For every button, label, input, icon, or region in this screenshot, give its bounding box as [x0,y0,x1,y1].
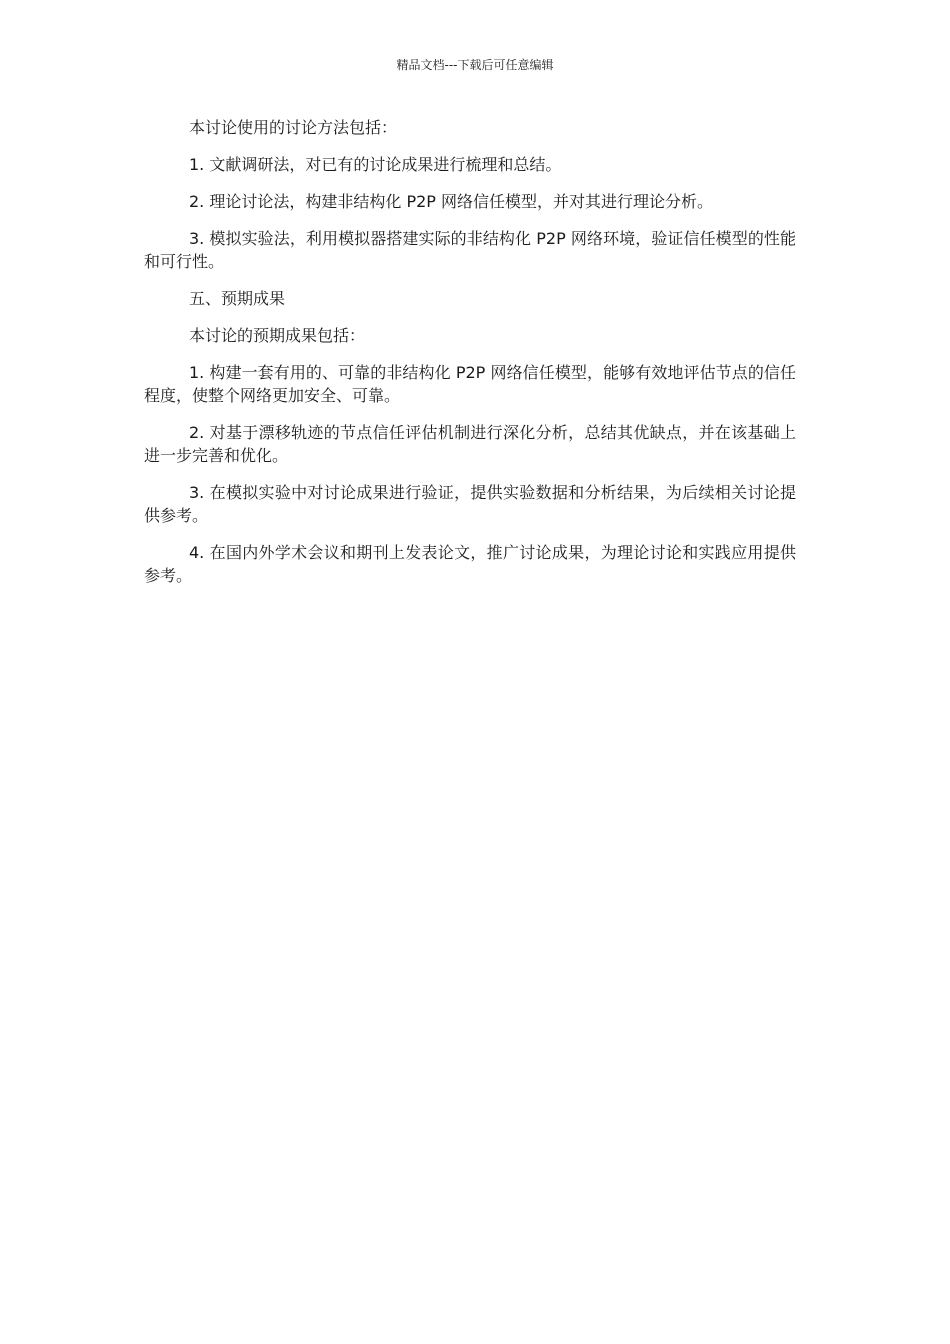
page-header: 精品文档---下载后可任意编辑 [396,58,554,72]
method-item-2: 2. 理论讨论法，构建非结构化 P2P 网络信任模型，并对其进行理论分析。 [189,192,714,211]
result-item-2: 2. 对基于漂移轨迹的节点信任评估机制进行深化分析，总结其优缺点，并在该基础上进一步完善和优化。 [144,423,796,465]
results-intro: 本讨论的预期成果包括： [189,326,366,345]
result-item-3: 3. 在模拟实验中对讨论成果进行验证，提供实验数据和分析结果，为后续相关讨论提供参考。 [144,483,796,525]
method-item-1: 1. 文献调研法，对已有的讨论成果进行梳理和总结。 [189,155,562,174]
method-item-3: 3. 模拟实验法，利用模拟器搭建实际的非结构化 P2P 网络环境，验证信任模型的性能和可行性。 [144,229,796,271]
result-item-1: 1. 构建一套有用的、可靠的非结构化 P2P 网络信任模型，能够有效地评估节点的信任程度，使整个网络更加安全、可靠。 [144,363,796,405]
result-item-4: 4. 在国内外学术会议和期刊上发表论文，推广讨论成果，为理论讨论和实践应用提供参考。 [144,543,796,585]
methods-intro: 本讨论使用的讨论方法包括： [189,118,398,137]
document-body [144,116,796,601]
section-heading-expected-results: 五、预期成果 [189,289,286,308]
